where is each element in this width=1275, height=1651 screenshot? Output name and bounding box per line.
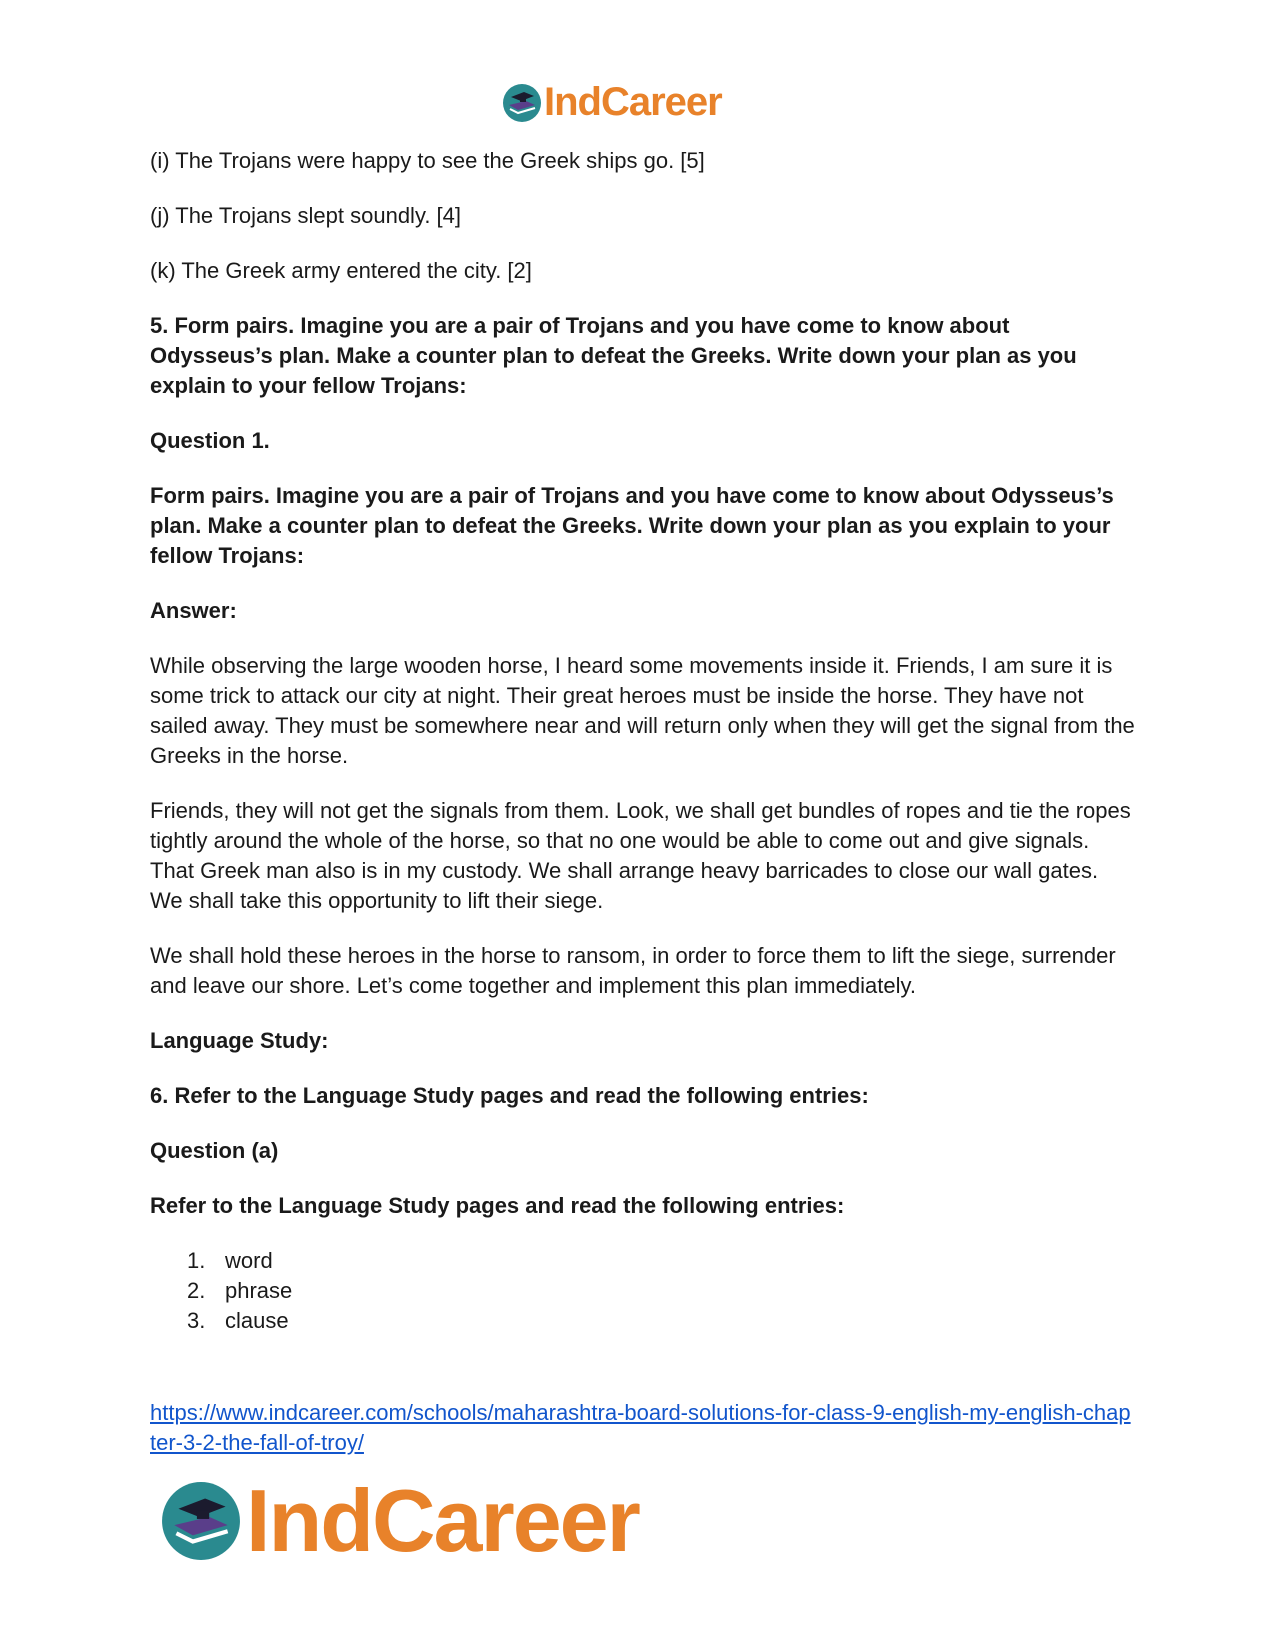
book-cap-icon (160, 1480, 242, 1562)
list-item-number: 3. (187, 1308, 206, 1333)
q5-heading: 5. Form pairs. Imagine you are a pair of Trojans and you have come to know about Odysseus’s plan. Make a counter plan to defeat the Greeks. Write down your plan as you explain to your fellow Trojans: (150, 313, 1077, 398)
answer-paragraph: We shall hold these heroes in the horse to ransom, in order to force them to lift the siege, surrender and leave our shore. Let’s come together and implement this plan immediately. (150, 943, 1116, 998)
list-item (187, 1276, 1135, 1306)
list-item-text: word (225, 1248, 273, 1273)
question-1-text: Form pairs. Imagine you are a pair of Trojans and you have come to know about Odysseus’s plan. Make a counter plan to defeat the Greeks. Write down your plan as you explain to your fellow Trojans: (150, 483, 1114, 568)
brand-name: IndCareer (544, 80, 722, 124)
statement-k: (k) The Greek army entered the city. [2] (150, 258, 532, 283)
answer-paragraph: While observing the large wooden horse, I heard some movements inside it. Friends, I am sure it is some trick to attack our city at night. Their great heroes must be inside the horse. They have not sailed away. They must be somewhere near and will return only when they will get the signal from the Greeks in the horse. (150, 653, 1135, 768)
document-body (150, 146, 1135, 1336)
q6-heading: 6. Refer to the Language Study pages and read the following entries: (150, 1083, 869, 1108)
source-link[interactable]: https://www.indcareer.com/schools/maharashtra-board-solutions-for-class-9-english-my-english-chapter-3-2-the-fall-of-troy/ (150, 1400, 1131, 1455)
footer-logo (160, 1470, 639, 1572)
question-a-label: Question (a) (150, 1138, 279, 1163)
list-item-number: 2. (187, 1278, 206, 1303)
answer-label: Answer: (150, 598, 237, 623)
header-logo (502, 80, 722, 125)
list-item-text: clause (225, 1308, 289, 1333)
book-cap-icon (502, 83, 542, 123)
list-item (187, 1306, 1135, 1336)
list-item (187, 1246, 1135, 1276)
brand-name: IndCareer (246, 1471, 639, 1570)
entries-list (150, 1246, 1135, 1336)
list-item-number: 1. (187, 1248, 206, 1273)
list-item-text: phrase (225, 1278, 293, 1303)
question-1-label: Question 1. (150, 428, 270, 453)
question-a-text: Refer to the Language Study pages and read the following entries: (150, 1193, 845, 1218)
language-study-label: Language Study: (150, 1028, 329, 1053)
statement-i: (i) The Trojans were happy to see the Greek ships go. [5] (150, 148, 705, 173)
answer-paragraph: Friends, they will not get the signals from them. Look, we shall get bundles of ropes and tie the ropes tightly around the whole of the horse, so that no one would be able to come out and give signals. That Greek man also is in my custody. We shall arrange heavy barricades to close our wall gates. We shall take this opportunity to lift their siege. (150, 798, 1131, 913)
statement-j: (j) The Trojans slept soundly. [4] (150, 203, 461, 228)
